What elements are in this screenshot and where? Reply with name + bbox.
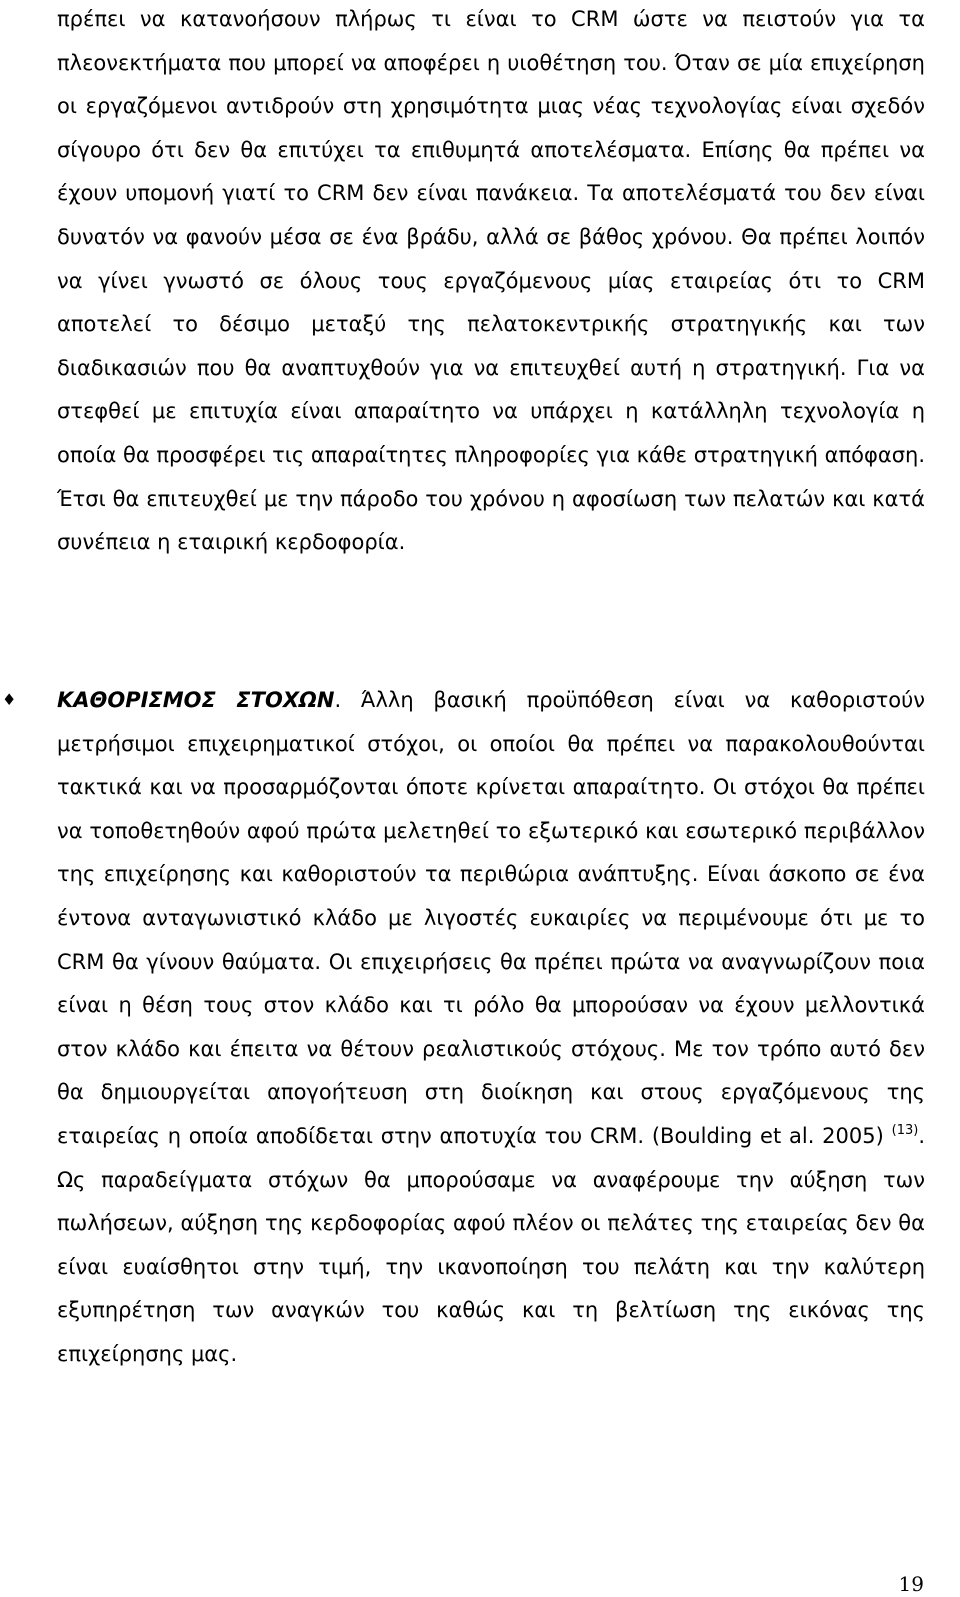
citation-superscript: (13) bbox=[891, 1122, 919, 1138]
paragraph-body-start: Άλλη βασική προϋπόθεση είναι να καθοριστούν μετρήσιμοι επιχειρηματικοί στόχοι, οι οποίοι θα πρέπει να παρακολουθούνται τακτικά και να προσαρμόζονται όποτε κρίνεται απαραίτητο. Οι στόχοι θα πρέπει να τοποθετηθούν αφού πρώτα μελετηθεί το εξωτερικό και εσωτερικό περιβάλλον της επιχείρησης και καθοριστούν τα περιθώρια ανάπτυξης. Είναι άσκοπο σε ένα έντονα ανταγωνιστικό κλάδο με λιγοστές ευκαιρίες να περιμένουμε ότι με το CRM θα γίνουν θαύματα. Οι επιχειρήσεις θα πρέπει πρώτα να αναγνωρίζουν ποια είναι η θέση τους στον κλάδο και τι ρόλο θα μπορούσαν να έχουν μελλοντικά στον κλάδο και έπειτα να θέτουν ρεαλιστικούς στόχους. Με τον τρόπο αυτό δεν θα δημιουργείται απογοήτευση στη διοίκηση και στους εργαζόμενους της εταιρείας η οποία αποδίδεται στην αποτυχία του CRM. (Boulding et al. 2005) bbox=[57, 688, 925, 1148]
heading-suffix: . bbox=[334, 688, 342, 712]
diamond-bullet-icon: ♦ bbox=[2, 690, 17, 709]
paragraph-goal-setting bbox=[57, 679, 925, 1377]
paragraph-crm-understanding: πρέπει να κατανοήσουν πλήρως τι είναι το CRM ώστε να πειστούν για τα πλεονεκτήματα που μπορεί να αποφέρει η υιοθέτηση του. Όταν σε μία επιχείρηση οι εργαζόμενοι αντιδρούν στη χρησιμότητα μιας νέας τεχνολογίας είναι σχεδόν σίγουρο ότι δεν θα επιτύχει τα επιθυμητά αποτελέσματα. Επίσης θα πρέπει να έχουν υπομονή γιατί το CRM δεν είναι πανάκεια. Τα αποτελέσματά του δεν είναι δυνατόν να φανούν μέσα σε ένα βράδυ, αλλά σε βάθος χρόνου. Θα πρέπει λοιπόν να γίνει γνωστό σε όλους τους εργαζόμενους μίας εταιρείας ότι το CRM αποτελεί το δέσιμο μεταξύ της πελατοκεντρικής στρατηγικής και των διαδικασιών που θα αναπτυχθούν για να επιτευχθεί αυτή η στρατηγική. Για να στεφθεί με επιτυχία είναι απαραίτητο να υπάρχει η κατάλληλη τεχνολογία η οποία θα προσφέρει τις απαραίτητες πληροφορίες για κάθε στρατηγική απόφαση. Έτσι θα επιτευχθεί με την πάροδο του χρόνου η αφοσίωση των πελατών και κατά συνέπεια η εταιρική κερδοφορία. bbox=[57, 7, 925, 555]
paragraph-body-end: . Ως παραδείγματα στόχων θα μπορούσαμε να αναφέρουμε την αύξηση των πωλήσεων, αύξηση της κερδοφορίας αφού πλέον οι πελάτες της εταιρείας δεν θα είναι ευαίσθητοι στην τιμή, την ικανοποίηση του πελάτη και την καλύτερη εξυπηρέτηση των αναγκών του καθώς και τη βελτίωση της εικόνας της επιχείρησης μας. bbox=[57, 1123, 925, 1366]
section-heading: ΚΑΘΟΡΙΣΜΟΣ ΣΤΟΧΩΝ bbox=[57, 688, 335, 712]
page-number: 19 bbox=[898, 1572, 924, 1596]
